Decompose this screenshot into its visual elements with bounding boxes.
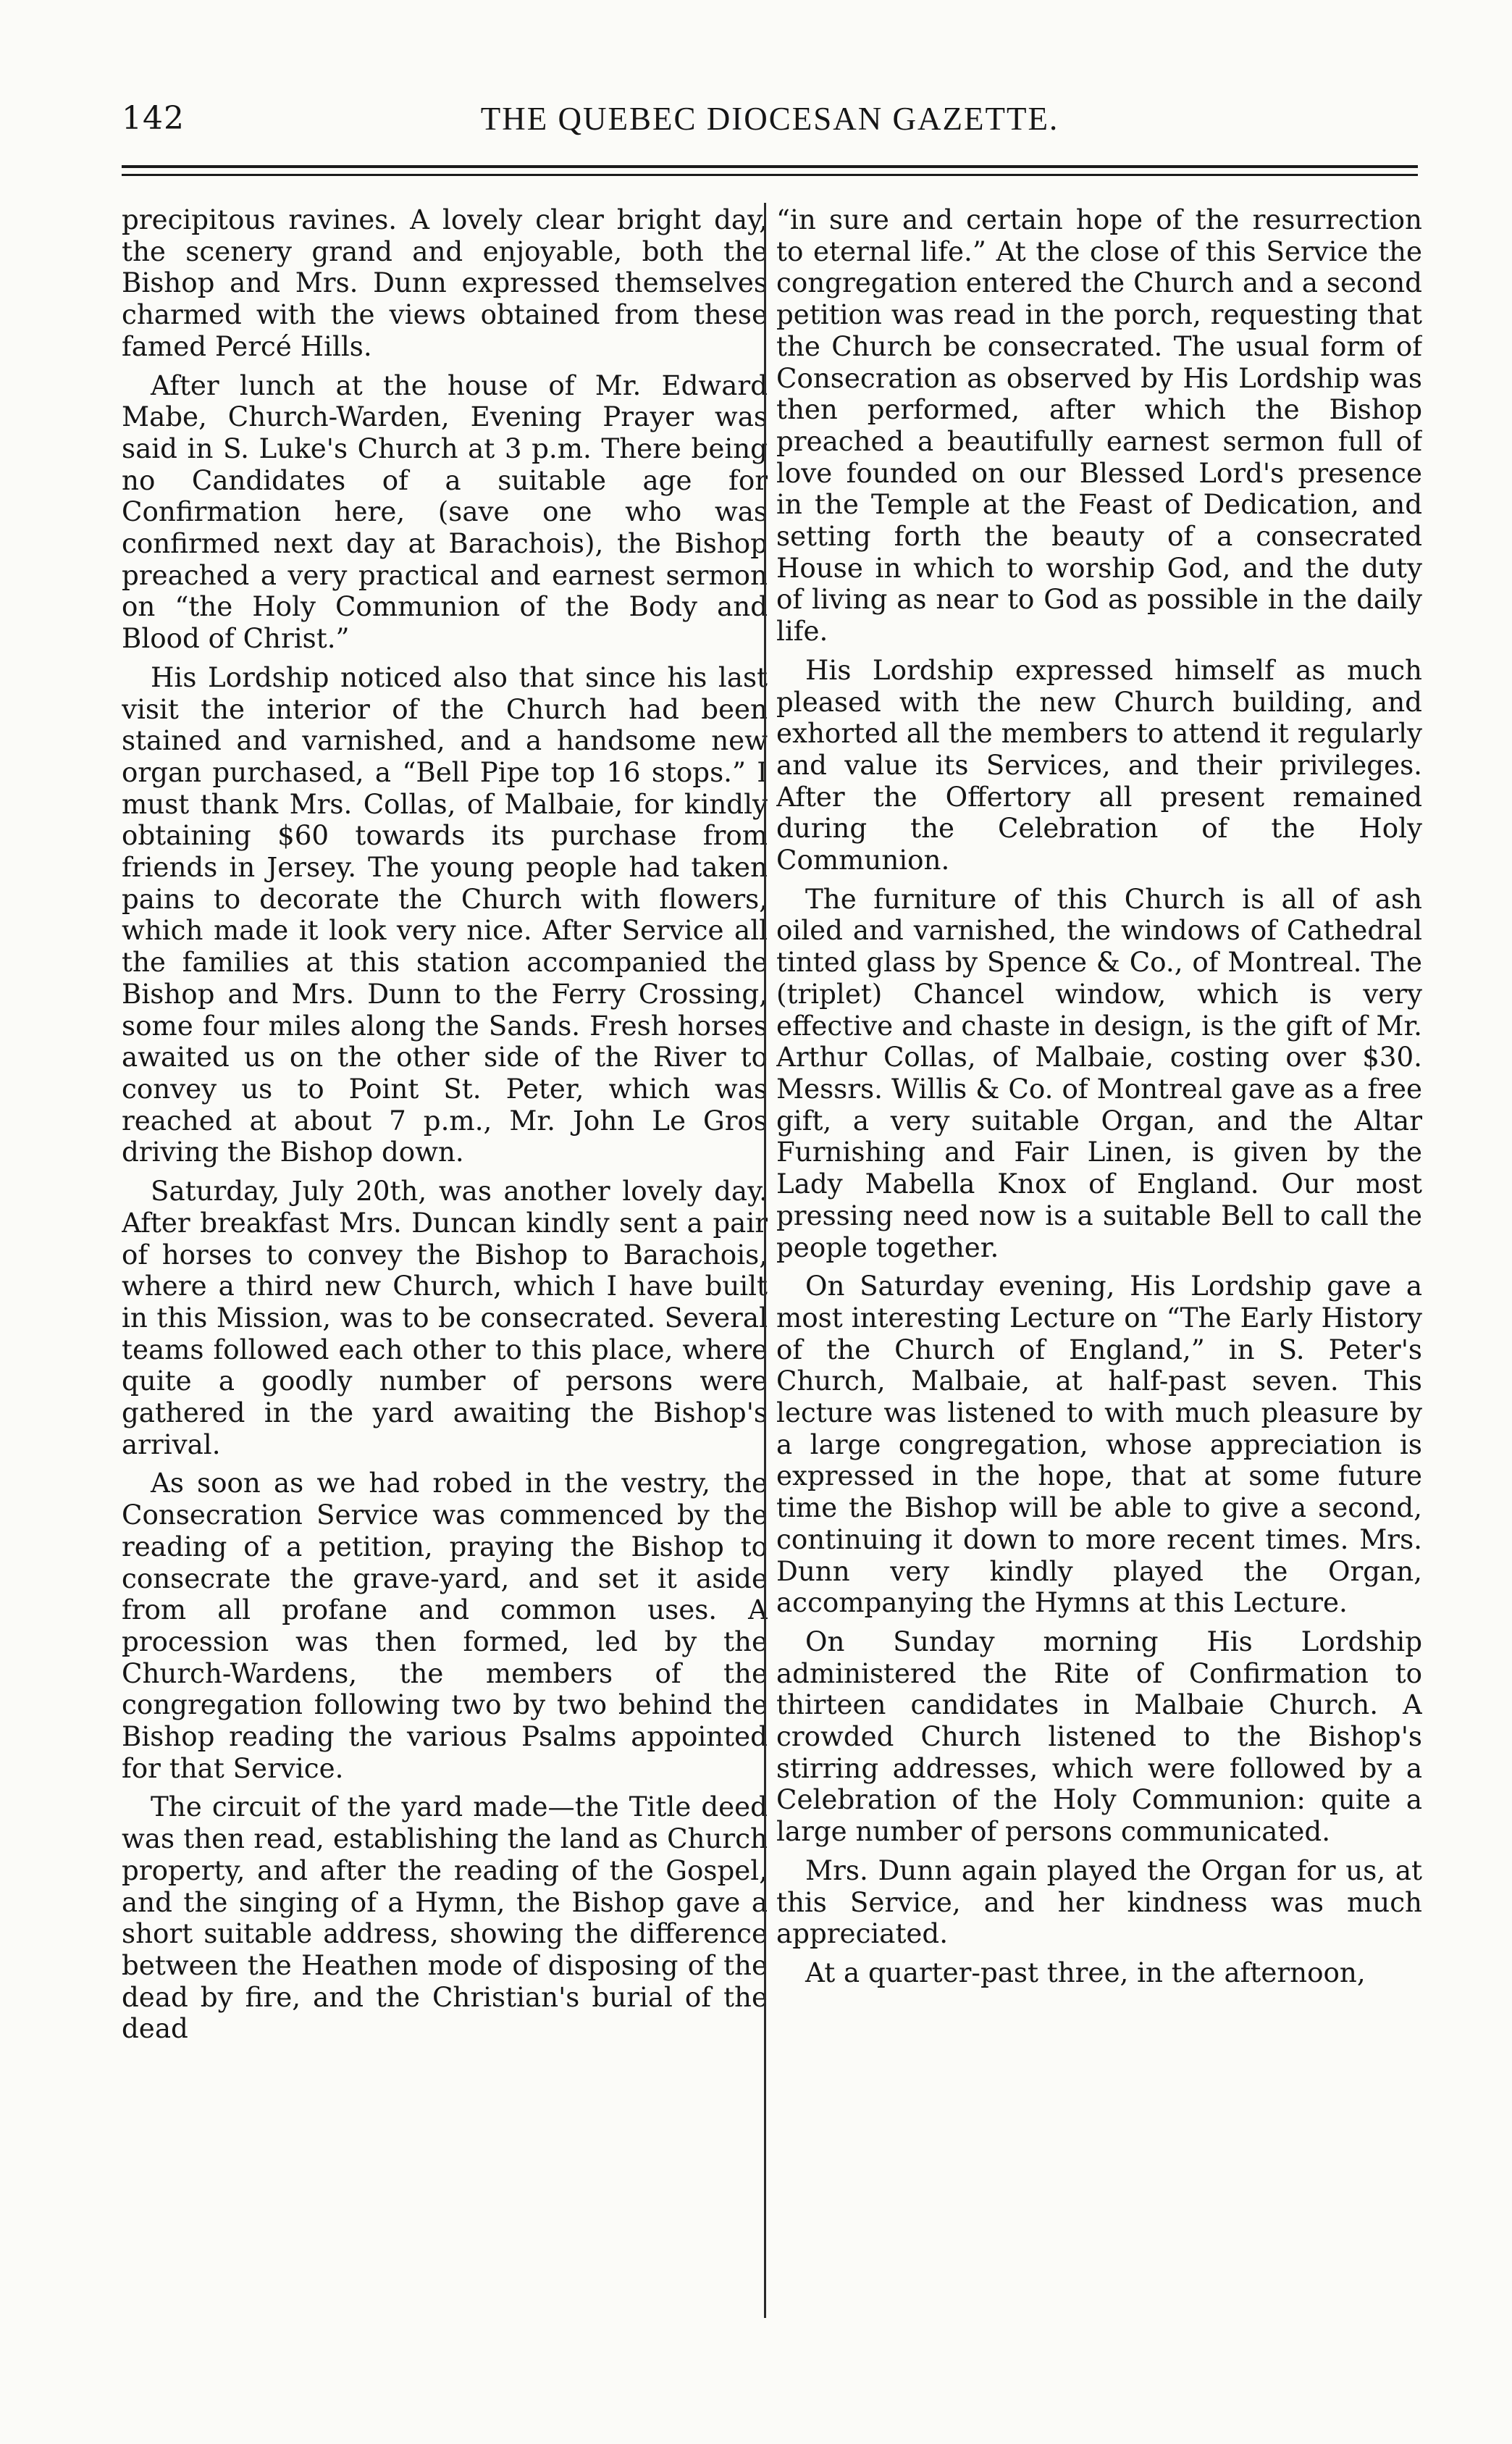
left-paragraph-5: As soon as we had robed in the vestry, the Consecration Service was commenced by the reading of a petition, praying the Bishop to consecrate the grave-yard, and set it aside from all profane and common uses. A procession was then formed, led by the Church-Wardens, the members of the congregation following two by two behind the Bishop reading the various Psalms appointed for that Service. (122, 1467, 768, 1784)
left-column (122, 204, 768, 2363)
right-paragraph-5: On Sunday morning His Lordship administered the Rite of Confirmation to thirteen candidates in Malbaie Church. A crowded Church listened to the Bishop's stirring addresses, which were followed by a Celebration of the Holy Communion: quite a large number of persons communicated. (776, 1625, 1422, 1848)
left-paragraph-1: precipitous ravines. A lovely clear bright day, the scenery grand and enjoyable, both the Bishop and Mrs. Dunn expressed themselves charmed with the views obtained from these famed Percé Hills. (122, 204, 768, 362)
column-divider (764, 203, 766, 2318)
left-paragraph-4: Saturday, July 20th, was another lovely day. After breakfast Mrs. Duncan kindly sent a pair of horses to convey the Bishop to Barachois, where a third new Church, which I have built in this Mission, was to be consecrated. Several teams followed each other to this place, where quite a goodly number of persons were gathered in the yard awaiting the Bishop's arrival. (122, 1175, 768, 1460)
right-paragraph-4: On Saturday evening, His Lordship gave a most interesting Lecture on “The Early History of the Church of England,” in S. Peter's Church, Malbaie, at half-past seven. This lecture was listened to with much pleasure by a large congregation, whose appreciation is expressed in the hope, that at some future time the Bishop will be able to give a second, continuing it down to more recent times. Mrs. Dunn very kindly played the Organ, accompanying the Hymns at this Lecture. (776, 1270, 1422, 1619)
right-paragraph-7: At a quarter-past three, in the afternoon, (805, 1956, 1366, 1988)
page-number: 142 (122, 100, 185, 137)
left-paragraph-3: His Lordship noticed also that since his last visit the interior of the Church had been stained and varnished, and a handsome new organ purchased, a “Bell Pipe top 16 stops.” I must thank Mrs. Collas, of Malbaie, for kindly obtaining $60 towards its purchase from friends in Jersey. The young people had taken pains to decorate the Church with flowers, which made it look very nice. After Service all the families at this station accompanied the Bishop and Mrs. Dunn to the Ferry Crossing, some four miles along the Sands. Fresh horses awaited us on the other side of the River to convey us to Point St. Peter, which was reached at about 7 p.m., Mr. John Le Gros driving the Bishop down. (122, 661, 768, 1168)
right-paragraph-3: The furniture of this Church is all of ash oiled and varnished, the windows of Cathedral tinted glass by Spence & Co., of Montreal. The (triplet) Chancel window, which is very effective and chaste in design, is the gift of Mr. Arthur Collas, of Malbaie, costing over $30. Messrs. Willis & Co. of Montreal gave as a free gift, a very suitable Organ, and the Altar Furnishing and Fair Linen, is given by the Lady Mabella Knox of England. Our most pressing need now is a suitable Bell to call the people together. (776, 882, 1422, 1263)
right-paragraph-1: “in sure and certain hope of the resurrection to eternal life.” At the close of this Service the congregation entered the Church and a second petition was read in the porch, requesting that the Church be consecrated. The usual form of Consecration as observed by His Lordship was then performed, after which the Bishop preached a beautifully earnest sermon full of love founded on our Blessed Lord's presence in the Temple at the Feast of Dedication, and setting forth the beauty of a consecrated House in which to worship God, and the duty of living as near to God as possible in the daily life. (776, 204, 1422, 648)
right-paragraph-6: Mrs. Dunn again played the Organ for us, at this Service, and her kindness was much appreciated. (776, 1854, 1422, 1950)
header-rule-lower (122, 174, 1418, 176)
running-title: THE QUEBEC DIOCESAN GAZETTE. (480, 101, 1059, 137)
page-header (122, 100, 1418, 143)
left-paragraph-2: After lunch at the house of Mr. Edward Mabe, Church-Warden, Evening Prayer was said in S. Luke's Church at 3 p.m. There being no Candidates of a suitable age for Confirmation here, (save one who was confirmed next day at Barachois), the Bishop preached a very practical and earnest sermon on “the Holy Communion of the Body and Blood of Christ.” (122, 369, 768, 655)
left-paragraph-6: The circuit of the yard made—the Title deed was then read, establishing the land as Church property, and after the reading of the Gospel, and the singing of a Hymn, the Bishop gave a short suitable address, showing the difference between the Heathen mode of disposing of the dead by fire, and the Christian's burial of the dead (122, 1791, 768, 2045)
header-rule-upper (122, 165, 1418, 168)
right-column (776, 204, 1422, 2363)
right-paragraph-2: His Lordship expressed himself as much pleased with the new Church building, and exhorted all the members to attend it regularly and value its Services, and their privileges. After the Offertory all present remained during the Celebration of the Holy Communion. (776, 653, 1422, 876)
